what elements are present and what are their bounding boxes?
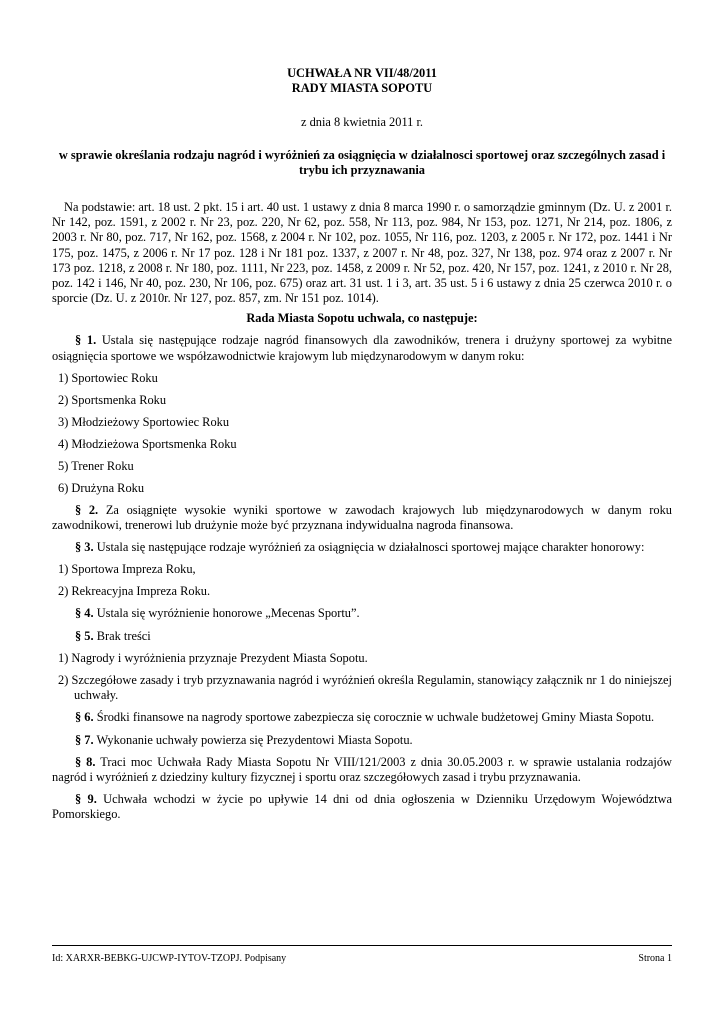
list-item: 3) Młodzieżowy Sportowiec Roku [58,414,230,429]
section-7 [52,733,672,748]
section-7-text: Wykonanie uchwały powierza się Prezydentowi Miasta Sopotu. [96,732,413,747]
section-9-text: Uchwała wchodzi w życie po upływie 14 dni od dnia ogłoszenia w Dzienniku Urzędowym Województwa Pomorskiego. [52,792,672,822]
section-4 [52,606,672,621]
page-footer [52,953,672,964]
section-1-number: § 1. [75,333,97,348]
section-4-text: Ustala się wyróżnienie honorowe „Mecenas Sportu”. [96,606,360,621]
section-2 [52,503,672,533]
council-resolves: Rada Miasta Sopotu uchwala, co następuje: [246,311,478,326]
list-item: 1) Sportowiec Roku [58,370,158,385]
resolution-subject: w sprawie określania rodzaju nagród i wyróżnień za osiągnięcia w działalnosci sportowej oraz szczególnych zasad i trybu ich przyznawania [58,148,666,177]
section-5 [52,629,672,644]
resolution-title [52,66,672,96]
section-9 [52,792,672,822]
list-item: 1) Nagrody i wyróżnienia przyznaje Prezydent Miasta Sopotu. [58,650,368,665]
section-5-text: Brak treści [96,628,151,643]
section-8 [52,755,672,785]
resolution-date: z dnia 8 kwietnia 2011 r. [300,115,424,129]
section-5-number: § 5. [75,628,94,643]
document-id: Id: XARXR-BEBKG-UJCWP-IYTOV-TZOPJ. Podpisany [52,953,287,964]
footer-divider [52,945,672,946]
section-4-number: § 4. [75,606,94,621]
list-item: 2) Szczegółowe zasady i tryb przyznawania nagród i wyróżnień określa Regulamin, stanowiący załącznik nr 1 do niniejszej uchwały. [58,673,672,703]
section-3-text: Ustala się następujące rodzaje wyróżnień za osiągnięcia w działalnosci sportowej mające charakter honorowy: [96,540,645,555]
title-line-2: RADY MIASTA SOPOTU [291,81,433,95]
title-line-1: UCHWAŁA NR VII/48/2011 [287,66,437,80]
section-9-number: § 9. [75,792,97,807]
legal-basis: Na podstawie: art. 18 ust. 2 pkt. 15 i art. 40 ust. 1 ustawy z dnia 8 marca 1990 r. o samorządzie gminnym (Dz. U. z 2001 r. Nr 142, poz. 1591, z 2002 r. Nr 23, poz. 220, Nr 62, poz. 558, Nr 113, poz. 984, Nr 153, poz. 1271, Nr 214, poz. 1806, z 2003 r. Nr 80, poz. 717, Nr 162, poz. 1568, z 2004 r. Nr 102, poz. 1055, Nr 116, poz. 1203, z 2005 r. Nr 172, poz. 1441 i Nr 175, poz. 1475, z 2006 r. Nr 17 poz. 128 i Nr 181 poz. 1337, z 2007 r. Nr 48, poz. 327, Nr 138, poz. 974 oraz z 2007 r. Nr 173 poz. 1218, z 2008 r. Nr 180, poz. 1111, Nr 223, poz. 1458, z 2009 r. Nr 52, poz. 420, Nr 157, poz. 1241, z 2010 r. Nr 28, poz. 142 i 146, Nr 40, poz. 230, Nr 106, poz. 675) oraz art. 31 ust. 1 i 3, art. 35 ust. 5 i 6 ustawy z dnia 25 czerwca 2010 r. o sporcie (Dz. U. z 2010r. Nr 127, poz. 857, zm. Nr 151 poz. 1014). [52,200,672,306]
section-3-number: § 3. [75,540,94,555]
section-6-text: Środki finansowe na nagrody sportowe zabezpiecza się corocznie w uchwale budżetowej Gminy Miasta Sopotu. [96,710,655,725]
list-item: 6) Drużyna Roku [58,480,145,495]
page-number: Strona 1 [638,953,672,964]
section-1 [52,333,672,363]
document-page [52,66,672,823]
section-2-text: Za osiągnięte wysokie wyniki sportowe w zawodach krajowych lub międzynarodowych w danym roku zawodnikowi, trenerowi lub drużynie może być przyznana indywidualna nagroda finansowa. [52,502,672,533]
section-8-number: § 8. [75,754,96,769]
section-2-number: § 2. [75,502,99,517]
list-item: 5) Trener Roku [58,458,134,473]
section-6-number: § 6. [75,710,94,725]
section-8-text: Traci moc Uchwała Rady Miasta Sopotu Nr VIII/121/2003 z dnia 30.05.2003 r. w sprawie ustalania rodzajów nagród i wyróżnień z dziedziny kultury fizycznej i sportu oraz szczegółowych zasad i trybu przyznawania. [52,754,672,785]
section-1-text: Ustala się następujące rodzaje nagród finansowych dla zawodników, trenera i drużyny sportowej za wybitne osiągnięcia sportowe we współzawodnictwie krajowym lub międzynarodowym w danym roku: [52,333,672,363]
list-item: 4) Młodzieżowa Sportsmenka Roku [58,436,237,451]
list-item: 2) Rekreacyjna Impreza Roku. [58,584,211,599]
list-item: 1) Sportowa Impreza Roku, [58,562,196,577]
section-6 [52,710,672,725]
section-3 [52,540,672,555]
section-7-number: § 7. [75,732,94,747]
list-item: 2) Sportsmenka Roku [58,392,167,407]
